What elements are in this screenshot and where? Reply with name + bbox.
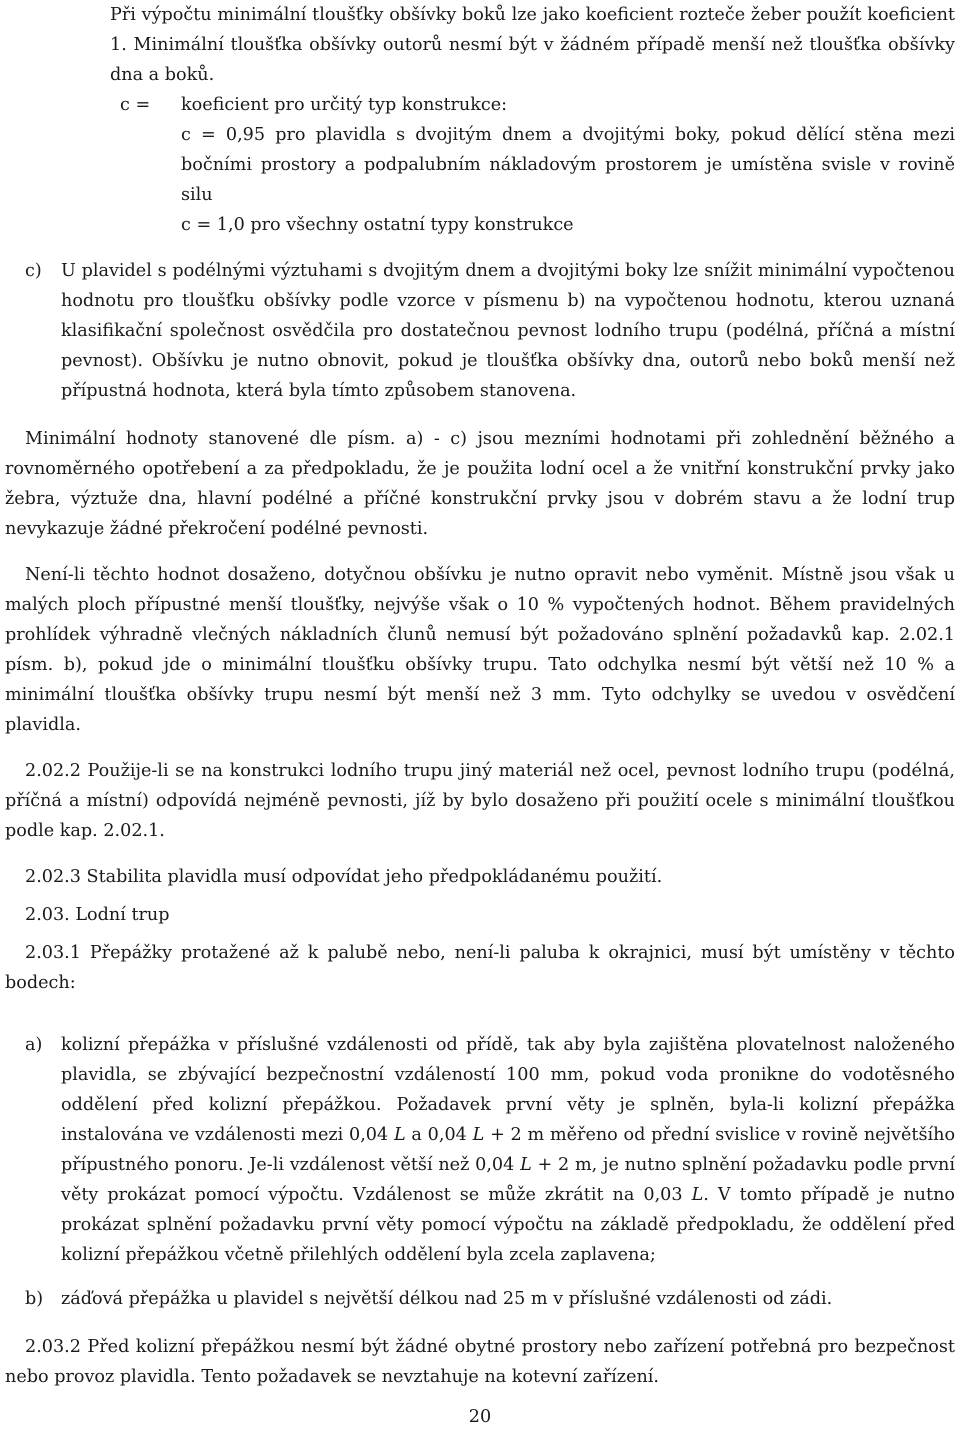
page-number: 20	[468, 1407, 492, 1427]
item-a-text-part-3: + 2 m měřeno od přední svislice v rovině největšího přípustného ponoru. Je-li vzdálenost větší než 0,04	[61, 1125, 956, 1175]
item-c	[5, 256, 955, 406]
item-c-text: U plavidel s podélnými výztuhami s dvojitým dnem a dvojitými boky lze snížit minimální vypočtenou hodnotu pro tloušťku obšívky podle vzorce v písmenu b) na vypočtenou hodnotu, kterou uznaná klasifikační společnost osvědčila pro dostatečnou pevnost lodního trupu (podélná, příčná a místní pevnost). Obšívku je nutno obnovit, pokud je tloušťka obšívky dna, outorů nebo boků menší než přípustná hodnota, která byla tímto způsobem stanovena.	[61, 261, 955, 401]
item-a-text-part-2: a 0,04	[411, 1125, 467, 1145]
item-a-text-part-5: . V tomto případě je nutno prokázat splnění požadavku první věty pomocí výpočtu na základě předpokladu, že oddělení před kolizní přepážkou včetně přilehlých oddělení byla zcela zaplavena;	[61, 1185, 955, 1265]
item-a	[5, 1030, 955, 1270]
item-b-label: b)	[25, 1289, 44, 1309]
item-a-text-part-1: kolizní přepážka v příslušné vzdálenosti od přídě, tak aby byla zajištěna plovatelnost naloženého plavidla, se zbývající bezpečnostní vzdáleností 100 mm, pokud voda pronikne do vodotěsného oddělení před kolizní přepážkou. Požadavek první věty je splněn, byla-li kolizní přepážka instalována ve vzdálenosti mezi 0,04	[61, 1035, 955, 1145]
item-c-label: c)	[25, 261, 42, 281]
paragraph-minimal-values: Minimální hodnoty stanovené dle písm. a) - c) jsou mezními hodnotami při zohlednění běžného a rovnoměrného opotřebení a za předpokladu, že je použita lodní ocel a že vnitřní konstrukční prvky jako žebra, výztuže dna, hlavní podélné a příčné konstrukční prvky jsou v dobrém stavu a že lodní trup nevykazuje žádné překročení podélné pevnosti.	[5, 429, 955, 539]
coefficient-intro: koeficient pro určitý typ konstrukce:	[181, 95, 508, 115]
variable-L: L	[520, 1155, 532, 1175]
variable-L: L	[393, 1125, 406, 1145]
coefficient-term: c =	[120, 95, 151, 115]
paragraph-2-02-3: 2.02.3 Stabilita plavidla musí odpovídat jeho předpokládanému použití.	[25, 867, 663, 887]
document-page	[5, 0, 955, 1392]
coefficient-line-2: c = 1,0 pro všechny ostatní typy konstrukce	[181, 215, 574, 235]
item-a-text-part-4: + 2 m, je nutno splnění požadavku podle první věty prokázat pomocí výpočtu. Vzdálenost se může zkrátit na 0,03	[61, 1155, 955, 1205]
paragraph-2-03-1: 2.03.1 Přepážky protažené až k palubě nebo, není-li paluba k okrajnici, musí být umístěny v těchto bodech:	[5, 943, 955, 993]
variable-L: L	[691, 1185, 704, 1205]
variable-L: L	[472, 1125, 485, 1145]
item-b-text: záďová přepážka u plavidel s největší délkou nad 25 m v příslušné vzdálenosti od zádi.	[61, 1289, 833, 1309]
item-a-label: a)	[25, 1035, 43, 1055]
paragraph-values-not-reached: Není-li těchto hodnot dosaženo, dotyčnou obšívku je nutno opravit nebo vyměnit. Místně jsou však u malých ploch přípustné menší tloušťky, nejvýše však o 10 % vypočtených hodnot. Během pravidelných prohlídek výhradně vlečných nákladních člunů nemusí být požadováno splnění požadavků kap. 2.02.1 písm. b), pokud jde o minimální tloušťku obšívky trupu. Tato odchylka nesmí být větší než 10 % a minimální tloušťka obšívky trupu nesmí být menší než 3 mm. Tyto odchylky se uvedou v osvědčení plavidla.	[5, 565, 955, 735]
paragraph-2-03-2: 2.03.2 Před kolizní přepážkou nesmí být žádné obytné prostory nebo zařízení potřebná pro bezpečnost nebo provoz plavidla. Tento požadavek se nevztahuje na kotevní zařízení.	[5, 1337, 955, 1387]
coefficient-line-1: c = 0,95 pro plavidla s dvojitým dnem a dvojitými boky, pokud dělící stěna mezi bočními prostory a podpalubním nákladovým prostorem je umístěna svisle v rovině silu	[181, 125, 955, 205]
item-a-text	[61, 1030, 955, 1270]
lead-paragraph: Při výpočtu minimální tloušťky obšívky boků lze jako koeficient rozteče žeber použít koeficient 1. Minimální tloušťka obšívky outorů nesmí být v žádném případě menší než tloušťka obšívky dna a boků.	[110, 5, 955, 85]
section-heading-2-03: 2.03. Lodní trup	[25, 905, 170, 925]
coefficient-definition	[5, 90, 955, 240]
item-b	[5, 1284, 955, 1314]
paragraph-2-02-2: 2.02.2 Použije-li se na konstrukci lodního trupu jiný materiál než ocel, pevnost lodního trupu (podélná, příčná a místní) odpovídá nejméně pevnosti, jíž by bylo dosaženo při použití ocele s minimální tloušťkou podle kap. 2.02.1.	[5, 761, 955, 841]
